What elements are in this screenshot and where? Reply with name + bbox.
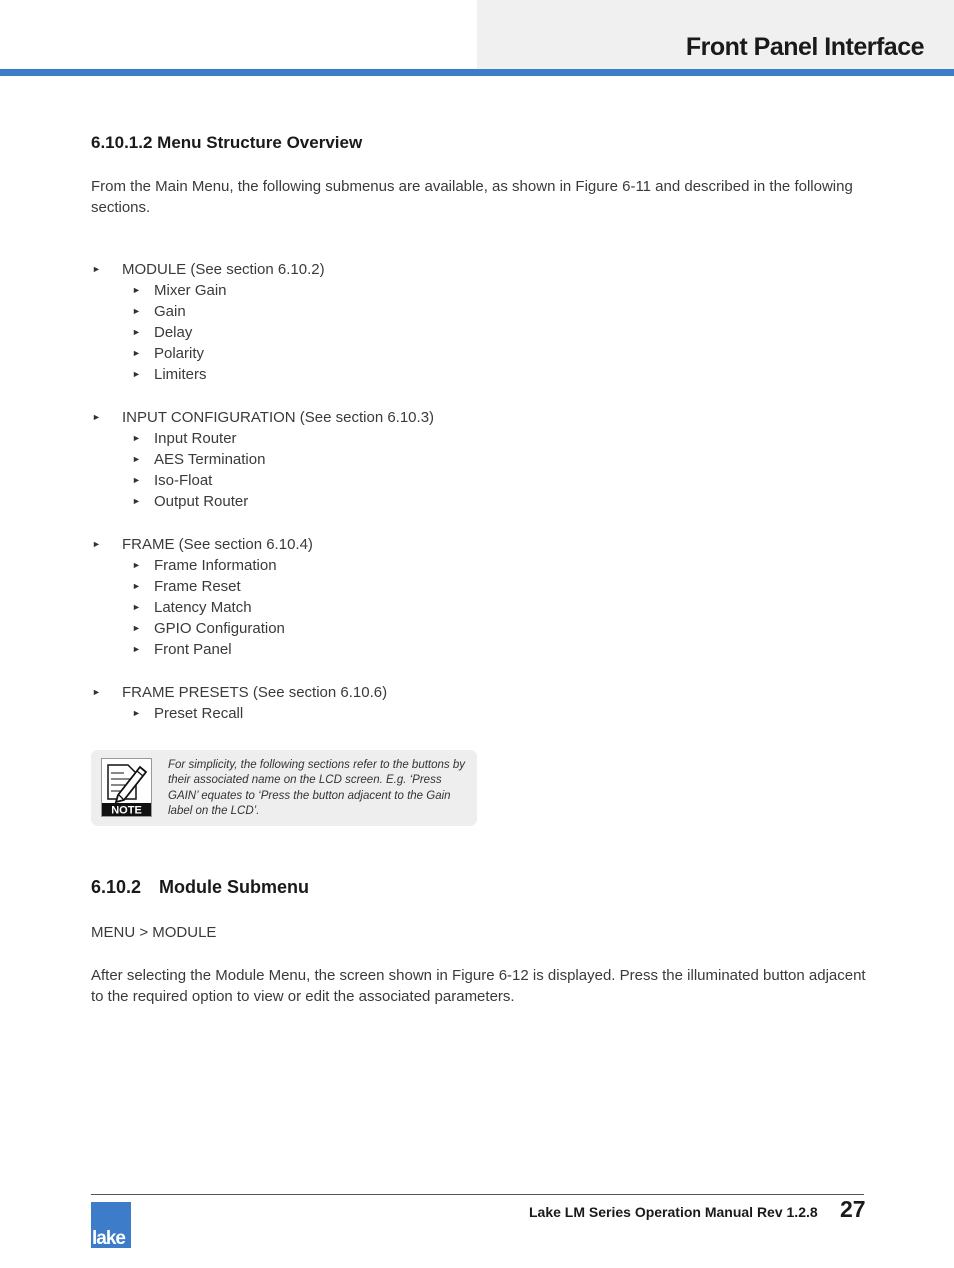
page-title: Front Panel Interface: [685, 33, 924, 61]
list-item-text: Front Panel: [154, 641, 232, 658]
page-number: 27: [840, 1196, 866, 1222]
triangle-right-icon: ►: [132, 581, 141, 591]
list-item-text: Polarity: [154, 345, 205, 362]
footer-rule: [91, 1194, 864, 1195]
lake-logo: [91, 1202, 131, 1248]
list-item-text: Limiters: [154, 366, 207, 383]
submenu-list: [91, 259, 791, 746]
list-item: [91, 597, 791, 618]
section-title: Module Submenu: [159, 877, 309, 897]
footer-manual-title: Lake LM Series Operation Manual Rev 1.2.8: [529, 1204, 818, 1220]
triangle-right-icon: ►: [132, 602, 141, 612]
list-item: [91, 280, 791, 301]
list-item-text: Gain: [154, 303, 186, 320]
list-item: [91, 343, 791, 364]
list-item: [91, 555, 791, 576]
list-item: [91, 449, 791, 470]
list-item-text: Delay: [154, 324, 193, 341]
list-item: [91, 322, 791, 343]
group-title-text: FRAME PRESETS (See section 6.10.6): [122, 684, 388, 701]
triangle-right-icon: ►: [132, 475, 141, 485]
submenu-group: [91, 259, 791, 385]
list-item-text: GPIO Configuration: [154, 620, 285, 637]
section-heading-module-submenu: [91, 877, 309, 898]
list-item-text: Iso-Float: [154, 472, 213, 489]
pencil-note-icon: [101, 758, 152, 817]
group-title-text: MODULE (See section 6.10.2): [122, 261, 325, 278]
triangle-right-icon: ►: [132, 644, 141, 654]
submenu-group-title: [91, 534, 791, 555]
submenu-group-title: [91, 407, 791, 428]
section-heading: 6.10.1.2 Menu Structure Overview: [91, 133, 363, 152]
triangle-right-icon: ►: [132, 327, 141, 337]
submenu-group: [91, 407, 791, 512]
triangle-right-icon: ►: [132, 433, 141, 443]
list-item: [91, 470, 791, 491]
triangle-right-icon: ►: [132, 285, 141, 295]
triangle-right-icon: ►: [92, 264, 101, 274]
submenu-group: [91, 682, 791, 724]
list-item-text: Mixer Gain: [154, 282, 227, 299]
section-number: 6.10.2: [91, 877, 142, 897]
group-title-text: INPUT CONFIGURATION (See section 6.10.3): [122, 409, 435, 426]
triangle-right-icon: ►: [132, 623, 141, 633]
triangle-right-icon: ►: [92, 539, 101, 549]
triangle-right-icon: ►: [132, 560, 141, 570]
triangle-right-icon: ►: [92, 687, 101, 697]
note-callout: [91, 750, 477, 826]
list-item-text: AES Termination: [154, 451, 266, 468]
list-item-text: Latency Match: [154, 599, 252, 616]
list-item: [91, 428, 791, 449]
list-item: [91, 491, 791, 512]
list-item: [91, 301, 791, 322]
list-item: [91, 703, 791, 724]
list-item-text: Frame Reset: [154, 578, 241, 595]
list-item: [91, 364, 791, 385]
menu-path: MENU > MODULE: [91, 924, 217, 941]
triangle-right-icon: ►: [92, 412, 101, 422]
triangle-right-icon: ►: [132, 348, 141, 358]
submenu-group-title: [91, 259, 791, 280]
group-title-text: FRAME (See section 6.10.4): [122, 536, 313, 553]
list-item: [91, 576, 791, 597]
note-icon-label: NOTE: [111, 804, 142, 816]
logo-text: lake: [92, 1228, 125, 1249]
intro-paragraph: From the Main Menu, the following submenus are available, as shown in Figure 6-11 and described in the following sections.: [91, 178, 853, 216]
list-item-text: Preset Recall: [154, 705, 244, 722]
triangle-right-icon: ►: [132, 369, 141, 379]
list-item-text: Input Router: [154, 430, 237, 447]
triangle-right-icon: ►: [132, 454, 141, 464]
submenu-group: [91, 534, 791, 660]
triangle-right-icon: ►: [132, 306, 141, 316]
list-item-text: Output Router: [154, 493, 249, 510]
note-text: For simplicity, the following sections refer to the buttons by their associated name on the LCD screen. E.g. ‘Press GAIN’ equates to ‘Press the button adjacent to the Gain label on the LCD’.: [168, 759, 466, 817]
triangle-right-icon: ►: [132, 708, 141, 718]
list-item: [91, 639, 791, 660]
list-item-text: Frame Information: [154, 557, 277, 574]
list-item: [91, 618, 791, 639]
submenu-group-title: [91, 682, 791, 703]
header-accent-bar: [0, 69, 954, 76]
triangle-right-icon: ►: [132, 496, 141, 506]
module-body-paragraph: After selecting the Module Menu, the screen shown in Figure 6-12 is displayed. Press the illuminated button adjacent to the required option to view or edit the associated parameters.: [91, 967, 866, 1005]
